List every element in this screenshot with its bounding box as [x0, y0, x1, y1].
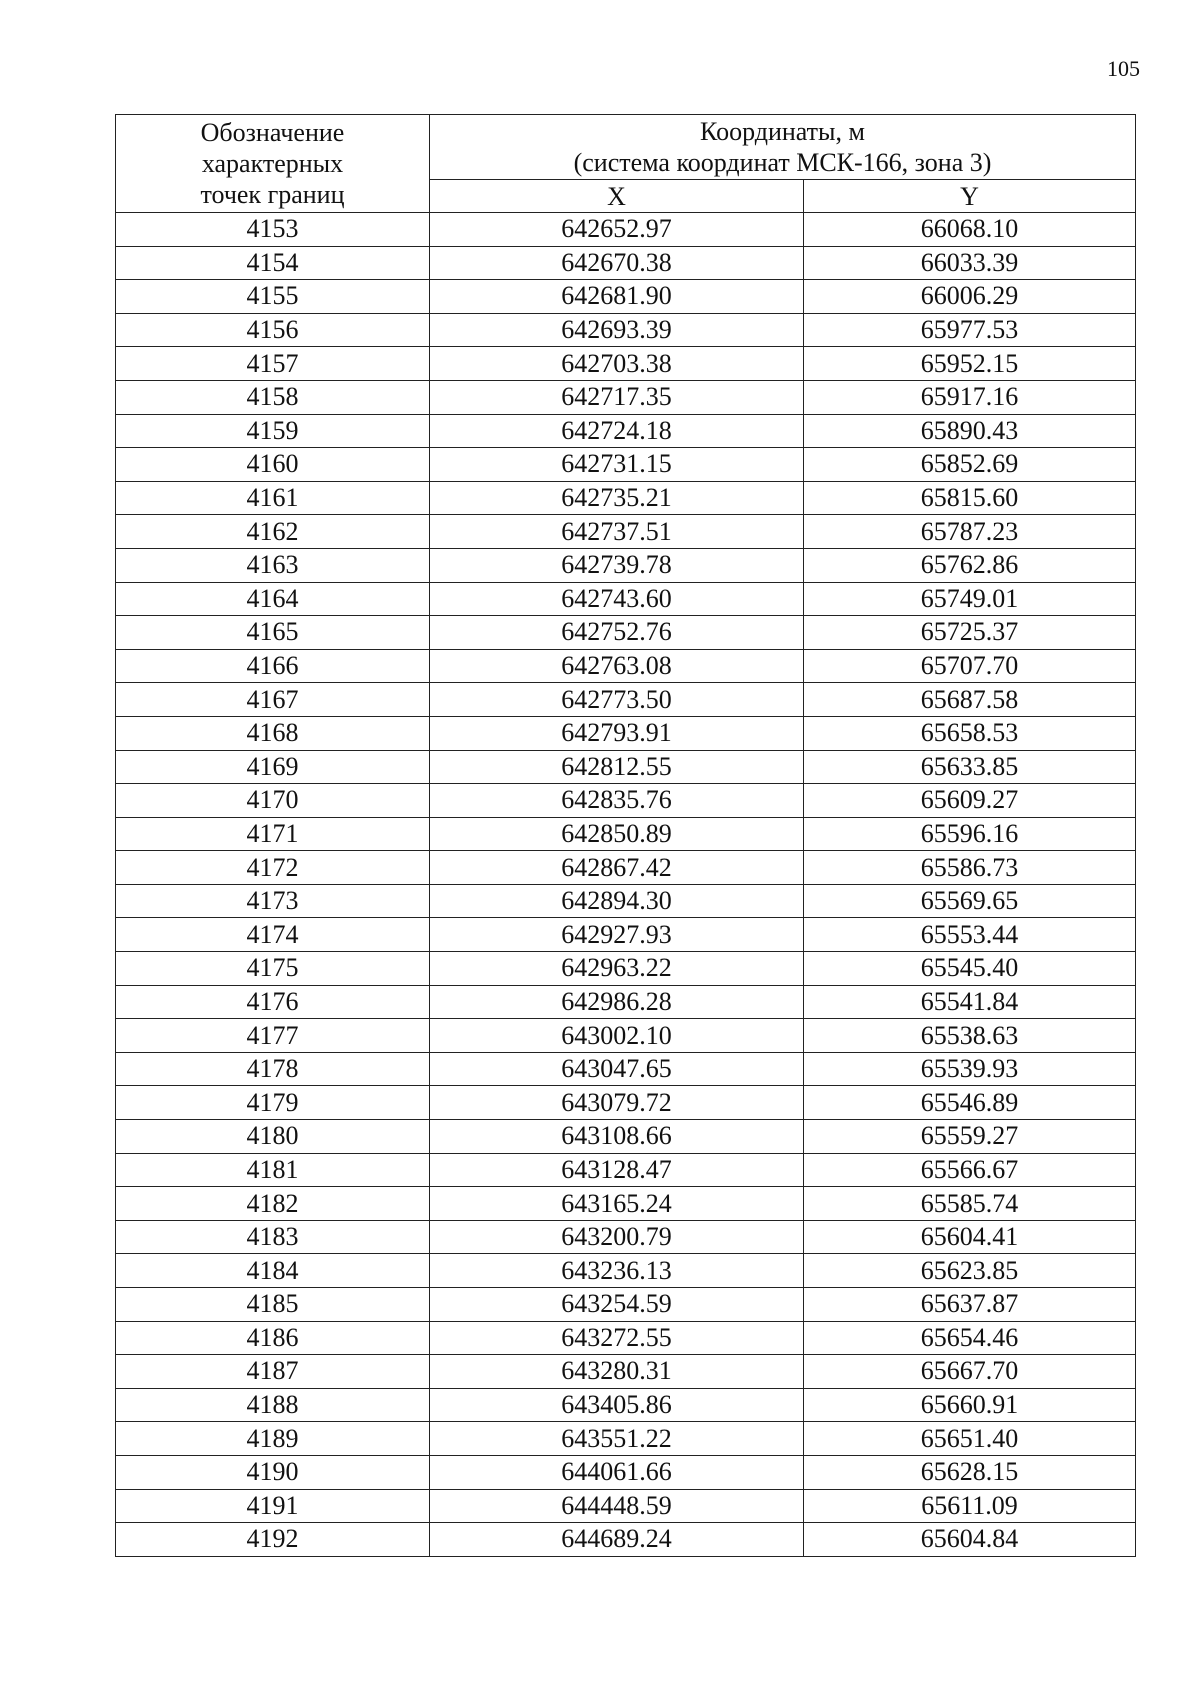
x-column-header: X	[430, 180, 804, 213]
point-cell: 4172	[116, 851, 430, 885]
point-cell: 4179	[116, 1086, 430, 1120]
point-cell: 4161	[116, 481, 430, 515]
point-cell: 4169	[116, 750, 430, 784]
x-coordinate-cell: 642717.35	[430, 380, 804, 414]
point-header-line-1: Обозначение	[200, 118, 345, 147]
y-coordinate-cell: 65569.65	[804, 884, 1136, 918]
point-cell: 4182	[116, 1187, 430, 1221]
point-cell: 4153	[116, 213, 430, 247]
point-cell: 4173	[116, 884, 430, 918]
x-coordinate-cell: 642752.76	[430, 616, 804, 650]
point-designation-header	[116, 115, 430, 213]
y-coordinate-cell: 65541.84	[804, 985, 1136, 1019]
x-coordinate-cell: 643280.31	[430, 1355, 804, 1389]
x-coordinate-cell: 642793.91	[430, 716, 804, 750]
point-cell: 4192	[116, 1523, 430, 1557]
point-cell: 4166	[116, 649, 430, 683]
table-row	[116, 1388, 1136, 1422]
x-coordinate-cell: 642773.50	[430, 683, 804, 717]
x-coordinate-cell: 642894.30	[430, 884, 804, 918]
x-coordinate-cell: 643108.66	[430, 1120, 804, 1154]
table-row	[116, 548, 1136, 582]
point-cell: 4178	[116, 1052, 430, 1086]
y-coordinate-cell: 65637.87	[804, 1288, 1136, 1322]
point-cell: 4185	[116, 1288, 430, 1322]
header-row-top	[116, 115, 1136, 180]
x-coordinate-cell: 643272.55	[430, 1321, 804, 1355]
x-coordinate-cell: 642693.39	[430, 313, 804, 347]
x-coordinate-cell: 642731.15	[430, 448, 804, 482]
x-coordinate-cell: 642737.51	[430, 515, 804, 549]
y-coordinate-cell: 66033.39	[804, 246, 1136, 280]
table-row	[116, 1052, 1136, 1086]
coordinates-table	[115, 114, 1136, 1557]
point-cell: 4165	[116, 616, 430, 650]
table-header	[116, 115, 1136, 213]
table-row	[116, 918, 1136, 952]
table-row	[116, 750, 1136, 784]
x-coordinate-cell: 642850.89	[430, 817, 804, 851]
table-row	[116, 414, 1136, 448]
x-coordinate-cell: 643200.79	[430, 1220, 804, 1254]
x-coordinate-cell: 642703.38	[430, 347, 804, 381]
x-coordinate-cell: 644061.66	[430, 1455, 804, 1489]
point-cell: 4168	[116, 716, 430, 750]
point-cell: 4162	[116, 515, 430, 549]
point-cell: 4188	[116, 1388, 430, 1422]
table-row	[116, 1086, 1136, 1120]
x-coordinate-cell: 642724.18	[430, 414, 804, 448]
point-cell: 4191	[116, 1489, 430, 1523]
table-row	[116, 952, 1136, 986]
table-row	[116, 1523, 1136, 1557]
point-cell: 4186	[116, 1321, 430, 1355]
y-coordinate-cell: 65553.44	[804, 918, 1136, 952]
y-coordinate-cell: 65658.53	[804, 716, 1136, 750]
x-coordinate-cell: 642743.60	[430, 582, 804, 616]
x-coordinate-cell: 642986.28	[430, 985, 804, 1019]
table-row	[116, 884, 1136, 918]
point-cell: 4189	[116, 1422, 430, 1456]
y-coordinate-cell: 65667.70	[804, 1355, 1136, 1389]
table-body	[116, 213, 1136, 1557]
table-row	[116, 246, 1136, 280]
table-row	[116, 280, 1136, 314]
y-coordinate-cell: 65707.70	[804, 649, 1136, 683]
x-coordinate-cell: 642812.55	[430, 750, 804, 784]
table-row	[116, 851, 1136, 885]
point-cell: 4176	[116, 985, 430, 1019]
x-coordinate-cell: 642735.21	[430, 481, 804, 515]
point-cell: 4171	[116, 817, 430, 851]
x-coordinate-cell: 643128.47	[430, 1153, 804, 1187]
y-coordinate-cell: 65654.46	[804, 1321, 1136, 1355]
y-coordinate-cell: 65917.16	[804, 380, 1136, 414]
x-coordinate-cell: 642652.97	[430, 213, 804, 247]
point-cell: 4154	[116, 246, 430, 280]
table-row	[116, 515, 1136, 549]
table-row	[116, 784, 1136, 818]
table-row	[116, 1187, 1136, 1221]
page-number: 105	[1107, 56, 1140, 81]
x-coordinate-cell: 643002.10	[430, 1019, 804, 1053]
y-coordinate-cell: 66068.10	[804, 213, 1136, 247]
y-coordinate-cell: 65546.89	[804, 1086, 1136, 1120]
coordinates-header-line-1: Координаты, м	[700, 117, 865, 146]
table-row	[116, 1422, 1136, 1456]
table-row	[116, 1120, 1136, 1154]
table-row	[116, 481, 1136, 515]
table-row	[116, 1153, 1136, 1187]
point-cell: 4155	[116, 280, 430, 314]
table-row	[116, 649, 1136, 683]
y-column-header: Y	[804, 180, 1136, 213]
point-cell: 4180	[116, 1120, 430, 1154]
y-coordinate-cell: 65660.91	[804, 1388, 1136, 1422]
y-coordinate-cell: 65890.43	[804, 414, 1136, 448]
x-coordinate-cell: 644448.59	[430, 1489, 804, 1523]
y-coordinate-cell: 65787.23	[804, 515, 1136, 549]
y-coordinate-cell: 65538.63	[804, 1019, 1136, 1053]
table-row	[116, 582, 1136, 616]
y-coordinate-cell: 65762.86	[804, 548, 1136, 582]
x-coordinate-cell: 642763.08	[430, 649, 804, 683]
point-cell: 4156	[116, 313, 430, 347]
x-coordinate-cell: 643254.59	[430, 1288, 804, 1322]
table-row	[116, 1254, 1136, 1288]
y-coordinate-cell: 65604.84	[804, 1523, 1136, 1557]
table-row	[116, 347, 1136, 381]
table-row	[116, 1288, 1136, 1322]
y-coordinate-cell: 65725.37	[804, 616, 1136, 650]
table-row	[116, 1321, 1136, 1355]
y-coordinate-cell: 65559.27	[804, 1120, 1136, 1154]
y-coordinate-cell: 65633.85	[804, 750, 1136, 784]
x-coordinate-cell: 642963.22	[430, 952, 804, 986]
x-coordinate-cell: 643551.22	[430, 1422, 804, 1456]
y-coordinate-cell: 65952.15	[804, 347, 1136, 381]
table-row	[116, 1019, 1136, 1053]
point-header-line-2: характерных	[201, 149, 344, 178]
y-coordinate-cell: 65604.41	[804, 1220, 1136, 1254]
point-cell: 4167	[116, 683, 430, 717]
point-cell: 4158	[116, 380, 430, 414]
y-coordinate-cell: 65852.69	[804, 448, 1136, 482]
y-coordinate-cell: 65596.16	[804, 817, 1136, 851]
table-row	[116, 683, 1136, 717]
table-row	[116, 1355, 1136, 1389]
x-coordinate-cell: 642681.90	[430, 280, 804, 314]
x-coordinate-cell: 642670.38	[430, 246, 804, 280]
y-coordinate-cell: 66006.29	[804, 280, 1136, 314]
point-cell: 4183	[116, 1220, 430, 1254]
x-coordinate-cell: 643165.24	[430, 1187, 804, 1221]
table-row	[116, 1220, 1136, 1254]
point-cell: 4175	[116, 952, 430, 986]
point-cell: 4184	[116, 1254, 430, 1288]
table-row	[116, 616, 1136, 650]
x-coordinate-cell: 642739.78	[430, 548, 804, 582]
coordinates-header-line-2: (система координат МСК-166, зона 3)	[573, 148, 992, 177]
y-coordinate-cell: 65977.53	[804, 313, 1136, 347]
table-row	[116, 313, 1136, 347]
point-cell: 4163	[116, 548, 430, 582]
y-coordinate-cell: 65586.73	[804, 851, 1136, 885]
point-cell: 4170	[116, 784, 430, 818]
point-cell: 4181	[116, 1153, 430, 1187]
y-coordinate-cell: 65687.58	[804, 683, 1136, 717]
y-coordinate-cell: 65611.09	[804, 1489, 1136, 1523]
y-coordinate-cell: 65749.01	[804, 582, 1136, 616]
y-coordinate-cell: 65545.40	[804, 952, 1136, 986]
table-row	[116, 380, 1136, 414]
y-coordinate-cell: 65623.85	[804, 1254, 1136, 1288]
coordinates-header	[430, 115, 1136, 180]
point-cell: 4160	[116, 448, 430, 482]
point-cell: 4177	[116, 1019, 430, 1053]
table-row	[116, 1489, 1136, 1523]
x-coordinate-cell: 643079.72	[430, 1086, 804, 1120]
y-coordinate-cell: 65815.60	[804, 481, 1136, 515]
y-coordinate-cell: 65651.40	[804, 1422, 1136, 1456]
point-cell: 4164	[116, 582, 430, 616]
x-coordinate-cell: 642927.93	[430, 918, 804, 952]
y-coordinate-cell: 65628.15	[804, 1455, 1136, 1489]
point-cell: 4190	[116, 1455, 430, 1489]
y-coordinate-cell: 65609.27	[804, 784, 1136, 818]
x-coordinate-cell: 643047.65	[430, 1052, 804, 1086]
y-coordinate-cell: 65566.67	[804, 1153, 1136, 1187]
point-cell: 4159	[116, 414, 430, 448]
x-coordinate-cell: 643405.86	[430, 1388, 804, 1422]
table-row	[116, 716, 1136, 750]
x-coordinate-cell: 642867.42	[430, 851, 804, 885]
point-cell: 4187	[116, 1355, 430, 1389]
point-cell: 4157	[116, 347, 430, 381]
table-row	[116, 448, 1136, 482]
y-coordinate-cell: 65585.74	[804, 1187, 1136, 1221]
x-coordinate-cell: 642835.76	[430, 784, 804, 818]
table-row	[116, 1455, 1136, 1489]
x-coordinate-cell: 643236.13	[430, 1254, 804, 1288]
y-coordinate-cell: 65539.93	[804, 1052, 1136, 1086]
table-row	[116, 985, 1136, 1019]
x-coordinate-cell: 644689.24	[430, 1523, 804, 1557]
point-header-line-3: точек границ	[200, 180, 345, 209]
table-row	[116, 817, 1136, 851]
table-row	[116, 213, 1136, 247]
point-cell: 4174	[116, 918, 430, 952]
